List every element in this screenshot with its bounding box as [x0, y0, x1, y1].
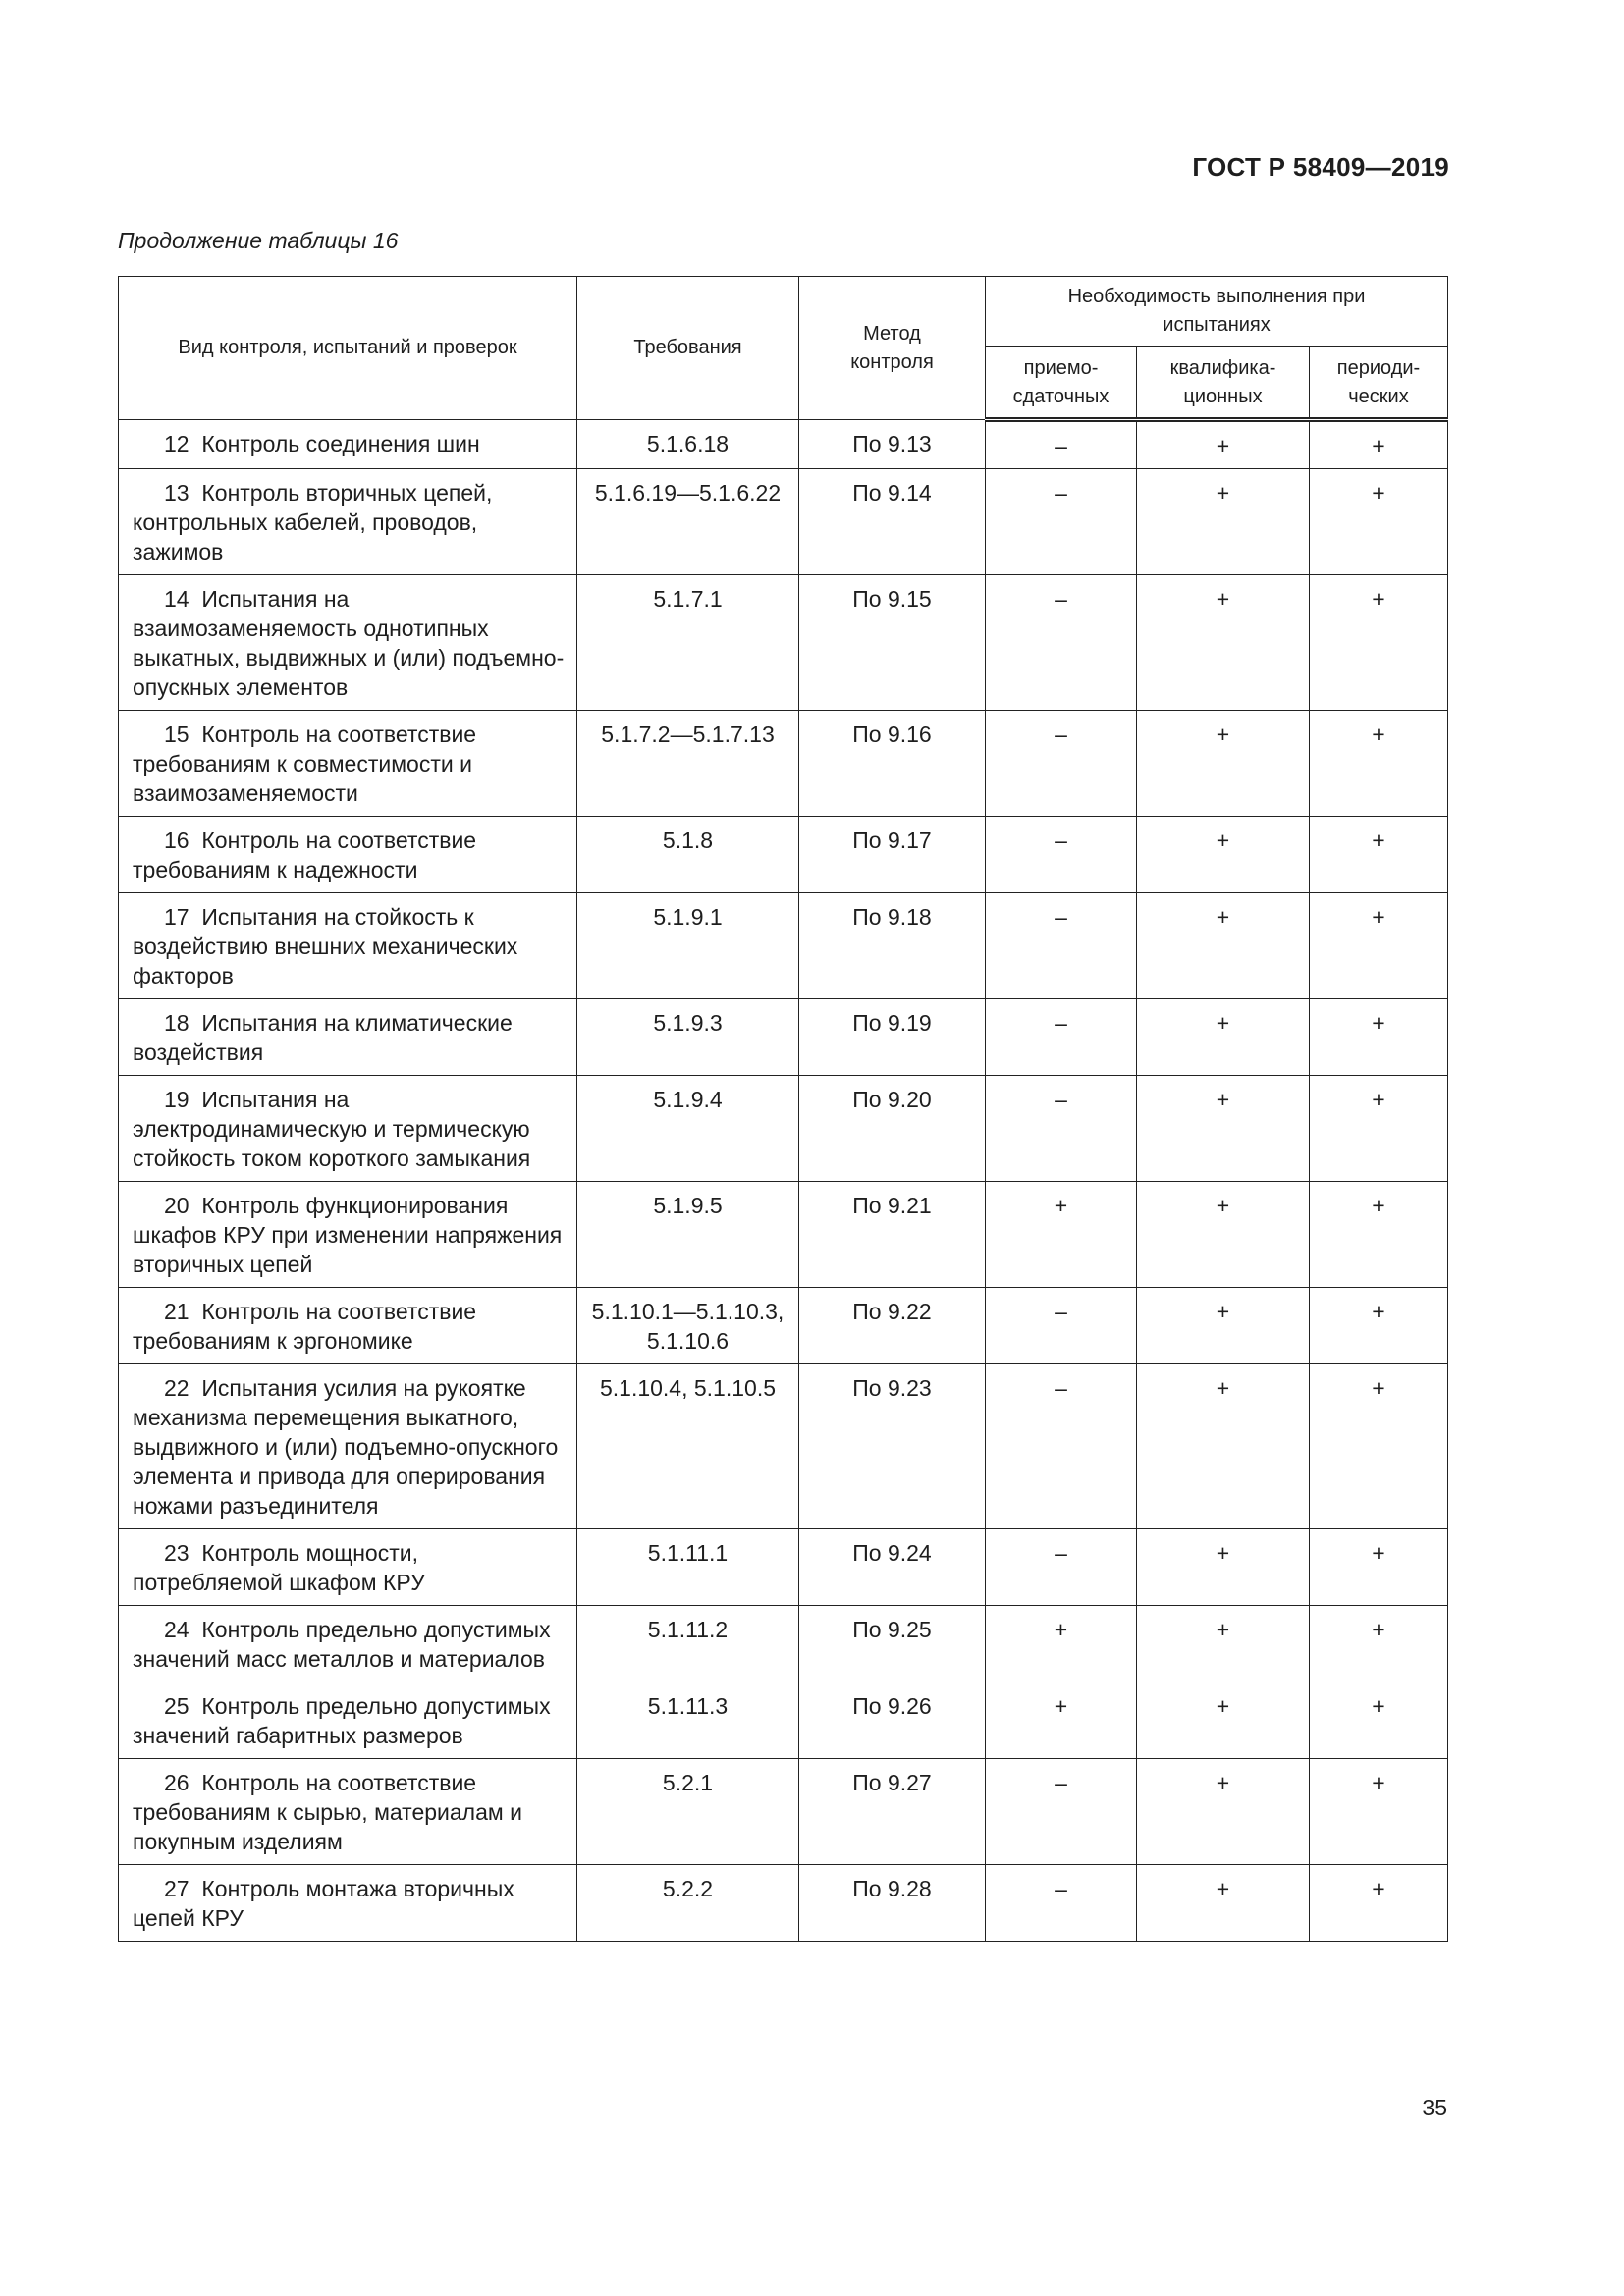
- row-number: 27: [164, 1876, 189, 1901]
- column-header-requirements: Требования: [577, 277, 799, 420]
- cell-acceptance: +: [986, 1182, 1137, 1288]
- cell-periodic: +: [1310, 1606, 1448, 1682]
- cell-periodic: +: [1310, 1865, 1448, 1942]
- cell-test-name: [119, 420, 577, 469]
- row-name: Контроль функционирования шкафов КРУ при изменении напряжения вторичных цепей: [133, 1193, 563, 1277]
- cell-acceptance: –: [986, 1865, 1137, 1942]
- cell-requirements: 5.1.9.3: [577, 999, 799, 1076]
- cell-periodic: +: [1310, 999, 1448, 1076]
- cell-method: По 9.25: [799, 1606, 986, 1682]
- row-name: Контроль предельно допустимых значений габаритных размеров: [133, 1693, 551, 1748]
- document-code: ГОСТ Р 58409—2019: [1192, 152, 1449, 182]
- cell-qualification: +: [1137, 1076, 1310, 1182]
- row-name: Контроль на соответствие требованиям к эргономике: [133, 1299, 477, 1354]
- cell-periodic: +: [1310, 711, 1448, 817]
- row-number: 15: [164, 721, 189, 747]
- cell-acceptance: –: [986, 1288, 1137, 1364]
- cell-qualification: +: [1137, 999, 1310, 1076]
- cell-periodic: +: [1310, 1076, 1448, 1182]
- cell-acceptance: –: [986, 1076, 1137, 1182]
- cell-requirements: 5.1.9.1: [577, 893, 799, 999]
- cell-requirements: 5.1.9.4: [577, 1076, 799, 1182]
- cell-acceptance: –: [986, 817, 1137, 893]
- row-name: Контроль соединения шин: [201, 431, 480, 456]
- row-name: Контроль предельно допустимых значений масс металлов и материалов: [133, 1617, 551, 1672]
- cell-method: По 9.27: [799, 1759, 986, 1865]
- table-header: [119, 277, 1448, 420]
- cell-test-name: [119, 1865, 577, 1942]
- row-name: Контроль мощности, потребляемой шкафом КРУ: [133, 1540, 425, 1595]
- cell-requirements: 5.1.9.5: [577, 1182, 799, 1288]
- cell-requirements: 5.1.7.1: [577, 575, 799, 711]
- row-name: Контроль вторичных цепей, контрольных кабелей, проводов, зажимов: [133, 480, 493, 564]
- table-continuation-caption: Продолжение таблицы 16: [118, 228, 399, 253]
- tests-table: [118, 276, 1448, 1942]
- row-number: 24: [164, 1617, 189, 1642]
- cell-requirements: 5.1.8: [577, 817, 799, 893]
- row-name: Контроль на соответствие требованиям к сырью, материалам и покупным изделиям: [133, 1770, 522, 1854]
- cell-qualification: +: [1137, 1759, 1310, 1865]
- cell-method: По 9.26: [799, 1682, 986, 1759]
- table-row: [119, 817, 1448, 893]
- cell-periodic: +: [1310, 1288, 1448, 1364]
- cell-requirements: 5.1.11.3: [577, 1682, 799, 1759]
- cell-test-name: [119, 1076, 577, 1182]
- column-header-type: Вид контроля, испытаний и проверок: [119, 277, 577, 420]
- cell-method: По 9.23: [799, 1364, 986, 1529]
- row-name: Испытания усилия на рукоятке механизма перемещения выкатного, выдвижного и (или) подъемно-опускного элемента и привода для оперирования ножами разъединителя: [133, 1375, 559, 1519]
- table-row: [119, 420, 1448, 469]
- cell-requirements: 5.1.11.1: [577, 1529, 799, 1606]
- cell-test-name: [119, 817, 577, 893]
- cell-method: По 9.16: [799, 711, 986, 817]
- row-number: 13: [164, 480, 189, 506]
- row-name: Контроль на соответствие требованиям к надежности: [133, 828, 477, 882]
- cell-test-name: [119, 893, 577, 999]
- cell-test-name: [119, 1288, 577, 1364]
- cell-acceptance: –: [986, 893, 1137, 999]
- cell-method: По 9.20: [799, 1076, 986, 1182]
- cell-periodic: +: [1310, 575, 1448, 711]
- cell-qualification: +: [1137, 711, 1310, 817]
- cell-acceptance: –: [986, 1759, 1137, 1865]
- cell-test-name: [119, 1182, 577, 1288]
- cell-test-name: [119, 1529, 577, 1606]
- cell-acceptance: +: [986, 1682, 1137, 1759]
- row-number: 23: [164, 1540, 189, 1566]
- column-header-necessity: Необходимость выполнения при испытаниях: [986, 277, 1448, 347]
- row-number: 18: [164, 1010, 189, 1036]
- cell-method: По 9.24: [799, 1529, 986, 1606]
- cell-test-name: [119, 1364, 577, 1529]
- cell-acceptance: –: [986, 1529, 1137, 1606]
- cell-periodic: +: [1310, 893, 1448, 999]
- cell-qualification: +: [1137, 469, 1310, 575]
- cell-qualification: +: [1137, 1606, 1310, 1682]
- table-row: [119, 1865, 1448, 1942]
- table-row: [119, 1759, 1448, 1865]
- cell-method: По 9.19: [799, 999, 986, 1076]
- row-name: Испытания на климатические воздействия: [133, 1010, 513, 1065]
- table-body: [119, 420, 1448, 1942]
- cell-periodic: +: [1310, 1182, 1448, 1288]
- cell-method: По 9.18: [799, 893, 986, 999]
- table-row: [119, 575, 1448, 711]
- cell-qualification: +: [1137, 1865, 1310, 1942]
- cell-test-name: [119, 575, 577, 711]
- cell-test-name: [119, 711, 577, 817]
- row-number: 25: [164, 1693, 189, 1719]
- cell-qualification: +: [1137, 1182, 1310, 1288]
- row-number: 16: [164, 828, 189, 853]
- cell-requirements: 5.1.10.1—5.1.10.3, 5.1.10.6: [577, 1288, 799, 1364]
- cell-test-name: [119, 1682, 577, 1759]
- row-name: Контроль на соответствие требованиям к совместимости и взаимозаменяемости: [133, 721, 477, 806]
- cell-periodic: +: [1310, 1364, 1448, 1529]
- table-row: [119, 711, 1448, 817]
- cell-qualification: +: [1137, 420, 1310, 469]
- cell-test-name: [119, 1759, 577, 1865]
- cell-requirements: 5.1.10.4, 5.1.10.5: [577, 1364, 799, 1529]
- cell-acceptance: –: [986, 999, 1137, 1076]
- row-number: 14: [164, 586, 189, 612]
- cell-periodic: +: [1310, 420, 1448, 469]
- cell-method: По 9.22: [799, 1288, 986, 1364]
- row-number: 19: [164, 1087, 189, 1112]
- cell-periodic: +: [1310, 1529, 1448, 1606]
- row-number: 12: [164, 431, 189, 456]
- row-number: 17: [164, 904, 189, 930]
- table-row: [119, 1288, 1448, 1364]
- cell-periodic: +: [1310, 1759, 1448, 1865]
- table-row: [119, 469, 1448, 575]
- table-row: [119, 1364, 1448, 1529]
- cell-requirements: 5.1.7.2—5.1.7.13: [577, 711, 799, 817]
- column-header-qualification: квалифика-ционных: [1137, 347, 1310, 420]
- table-row: [119, 1606, 1448, 1682]
- table-row: [119, 1682, 1448, 1759]
- cell-acceptance: –: [986, 1364, 1137, 1529]
- row-number: 22: [164, 1375, 189, 1401]
- cell-acceptance: –: [986, 711, 1137, 817]
- cell-acceptance: –: [986, 469, 1137, 575]
- cell-qualification: +: [1137, 1364, 1310, 1529]
- cell-method: По 9.15: [799, 575, 986, 711]
- cell-requirements: 5.2.2: [577, 1865, 799, 1942]
- cell-qualification: +: [1137, 1288, 1310, 1364]
- cell-requirements: 5.1.6.19—5.1.6.22: [577, 469, 799, 575]
- table-row: [119, 893, 1448, 999]
- row-name: Испытания на взаимозаменяемость однотипных выкатных, выдвижных и (или) подъемно-опускных элементов: [133, 586, 565, 700]
- cell-qualification: +: [1137, 1682, 1310, 1759]
- cell-method: По 9.13: [799, 420, 986, 469]
- cell-test-name: [119, 999, 577, 1076]
- column-header-method: Метод контроля: [799, 277, 986, 420]
- table-row: [119, 1182, 1448, 1288]
- cell-qualification: +: [1137, 1529, 1310, 1606]
- cell-qualification: +: [1137, 817, 1310, 893]
- table-row: [119, 1076, 1448, 1182]
- cell-qualification: +: [1137, 893, 1310, 999]
- page-number: 35: [1422, 2095, 1447, 2120]
- table-row: [119, 999, 1448, 1076]
- cell-method: По 9.17: [799, 817, 986, 893]
- cell-periodic: +: [1310, 817, 1448, 893]
- column-header-periodic: периоди-ческих: [1310, 347, 1448, 420]
- cell-acceptance: –: [986, 575, 1137, 711]
- cell-test-name: [119, 469, 577, 575]
- row-number: 20: [164, 1193, 189, 1218]
- row-name: Контроль монтажа вторичных цепей КРУ: [133, 1876, 514, 1931]
- table-row: [119, 1529, 1448, 1606]
- cell-method: По 9.14: [799, 469, 986, 575]
- cell-requirements: 5.1.11.2: [577, 1606, 799, 1682]
- cell-qualification: +: [1137, 575, 1310, 711]
- row-number: 26: [164, 1770, 189, 1795]
- row-name: Испытания на стойкость к воздействию внешних механических факторов: [133, 904, 518, 988]
- cell-periodic: +: [1310, 469, 1448, 575]
- row-name: Испытания на электродинамическую и термическую стойкость током короткого замыкания: [133, 1087, 531, 1171]
- cell-periodic: +: [1310, 1682, 1448, 1759]
- row-number: 21: [164, 1299, 189, 1324]
- cell-acceptance: +: [986, 1606, 1137, 1682]
- column-header-acceptance: приемо-сдаточных: [986, 347, 1137, 420]
- cell-requirements: 5.2.1: [577, 1759, 799, 1865]
- cell-method: По 9.28: [799, 1865, 986, 1942]
- cell-test-name: [119, 1606, 577, 1682]
- cell-method: По 9.21: [799, 1182, 986, 1288]
- cell-acceptance: –: [986, 420, 1137, 469]
- cell-requirements: 5.1.6.18: [577, 420, 799, 469]
